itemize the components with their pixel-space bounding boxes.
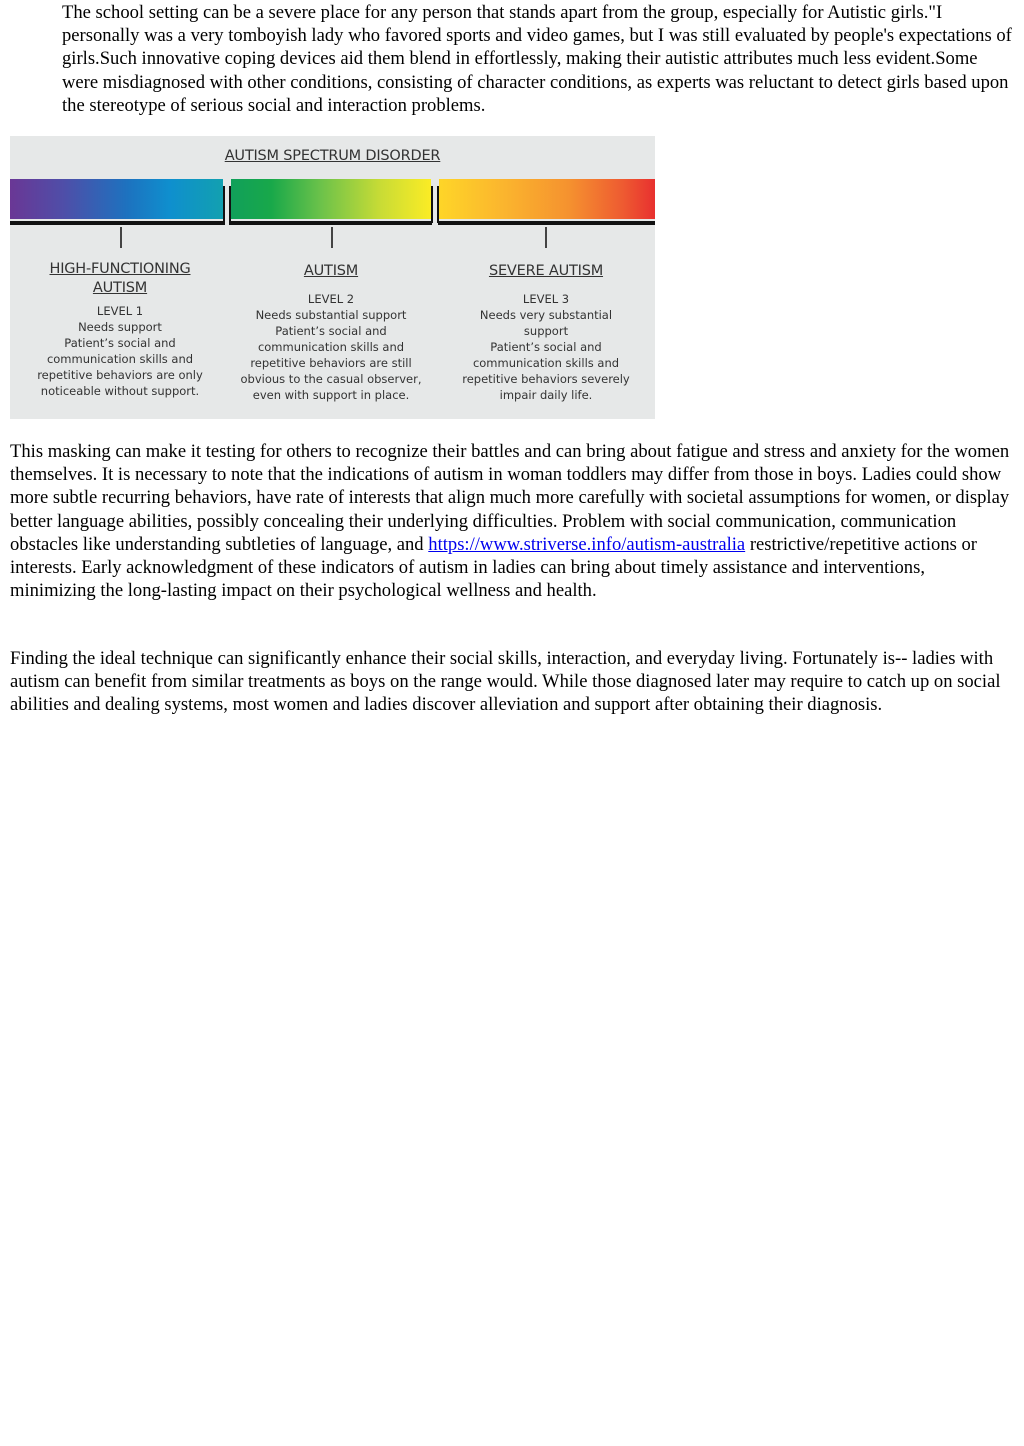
spectrum-baseline-1 xyxy=(10,221,225,225)
spectrum-bar-segment-3 xyxy=(439,179,655,219)
spectrum-bar-segment-1 xyxy=(10,179,223,219)
level-1-description: Needs support Patient’s social and communication skills and repetitive behaviors are only noticeable without support. xyxy=(37,320,203,398)
level-2-tick xyxy=(331,227,333,248)
autism-spectrum-figure xyxy=(10,136,655,419)
level-3-tick xyxy=(545,227,547,248)
divider-line xyxy=(229,186,231,223)
spectrum-baseline-3 xyxy=(438,221,655,225)
body-paragraph-masking: This masking can make it testing for others to recognize their battles and can bring about fatigue and stress and anxiety for the women themselves. It is necessary to note that the indications of autism in woman toddlers may differ from those in boys. Ladies could show more subtle recurring behaviors, have rate of interests that align much more carefully with societal assumptions for women, or display better language abilities, possibly concealing their underlying difficulties. Problem with social communication, communication obstacles like understanding subtleties of language, and https://www.striverse.info/autism-australia restrictive/repetitive actions or interests. Early acknowledgment of these indicators of autism in ladies can bring about timely assistance and interventions, minimizing the long-lasting impact on their psychological wellness and health. xyxy=(10,441,1010,602)
level-3-label: LEVEL 3 xyxy=(522,291,570,306)
body-paragraph-treatment: Finding the ideal technique can significantly enhance their social skills, interaction, and everyday living. Fortunately is-- ladies with autism can benefit from similar treatments as boys on the range would. While those diagnosed later may require to catch up on social abilities and dealing systems, most women and ladies discover alleviation and support after obtaining their diagnosis. xyxy=(10,648,1001,716)
level-2-column xyxy=(231,262,431,403)
level-2-description: Needs substantial support Patient’s social and communication skills and repetitive behaviors are still obvious to the casual observer, even with support in place. xyxy=(240,307,422,402)
divider-line xyxy=(437,186,439,223)
striverse-link[interactable]: https://www.striverse.info/autism-australia xyxy=(428,533,746,555)
quote-paragraph: The school setting can be a severe place for any person that stands apart from the group, especially for Autistic girls."I personally was a very tomboyish lady who favored sports and video games, but I was still evaluated by people's expectations of girls.Such innovative coping devices aid them blend in effortlessly, making their autistic attributes much less evident.Some were misdiagnosed with other conditions, consisting of character conditions, as experts was reluctant to detect girls based upon the stereotype of serious social and interaction problems. xyxy=(62,2,1012,116)
spectrum-bar-segment-2 xyxy=(231,179,431,219)
divider-line xyxy=(223,186,225,223)
level-3-description: Needs very substantial support Patient’s social and communication skills and repetitive behaviors severely impair daily life. xyxy=(462,307,630,402)
level-3-title: SEVERE AUTISM xyxy=(488,263,604,279)
figure-title: AUTISM SPECTRUM DISORDER xyxy=(224,148,441,164)
level-1-label: LEVEL 1 xyxy=(96,304,144,318)
level-2-label: LEVEL 2 xyxy=(307,291,355,306)
level-3-column xyxy=(446,262,646,403)
divider-line xyxy=(431,186,433,223)
level-1-tick xyxy=(120,227,122,248)
level-1-column xyxy=(20,260,220,399)
level-2-title: AUTISM xyxy=(303,263,359,279)
spectrum-baseline-2 xyxy=(229,221,432,225)
level-1-title: HIGH-FUNCTIONING AUTISM xyxy=(49,261,191,296)
